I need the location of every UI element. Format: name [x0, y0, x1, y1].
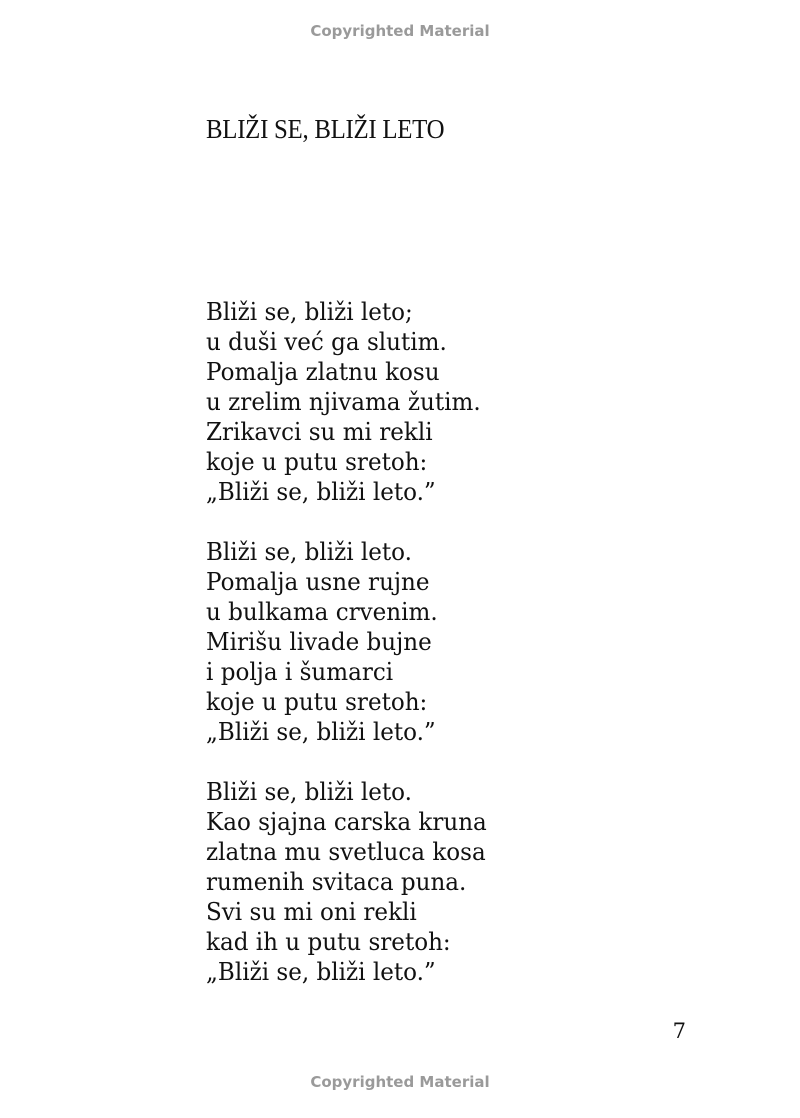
poem-line: zlatna mu svetluca kosa [206, 838, 486, 866]
poem-line: koje u putu sretoh: [206, 448, 428, 476]
poem-line: u duši već ga slutim. [206, 328, 447, 356]
poem-line: Kao sjajna carska kruna [206, 808, 487, 836]
copyright-watermark-top: Copyrighted Material [310, 22, 490, 40]
poem-line: „Bliži se, bliži leto.” [206, 958, 436, 986]
copyright-watermark-bottom: Copyrighted Material [310, 1073, 490, 1091]
poem-line: „Bliži se, bliži leto.” [206, 718, 436, 746]
poem-line: „Bliži se, bliži leto.” [206, 478, 436, 506]
poem-line: Pomalja usne rujne [206, 568, 430, 596]
poem-line: Bliži se, bliži leto. [206, 778, 412, 806]
poem-line: koje u putu sretoh: [206, 688, 428, 716]
poem-line: Bliži se, bliži leto. [206, 538, 412, 566]
poem-line: kad ih u putu sretoh: [206, 928, 451, 956]
poem-line: Svi su mi oni rekli [206, 898, 417, 926]
poem-line: u zrelim njivama žutim. [206, 388, 481, 416]
poem-line: Zrikavci su mi rekli [206, 418, 433, 446]
poem-title: BLIŽI SE, BLIŽI LETO [206, 114, 445, 144]
poem-line: u bulkama crvenim. [206, 598, 438, 626]
poem-line: i polja i šumarci [206, 658, 394, 686]
stanza-1 [206, 297, 626, 507]
stanza-3 [206, 777, 626, 987]
page-number: 7 [672, 1019, 686, 1043]
stanza-2 [206, 537, 626, 747]
poem-line: Mirišu livade bujne [206, 628, 432, 656]
poem-line: Bliži se, bliži leto; [206, 298, 413, 326]
poem-line: rumenih svitaca puna. [206, 868, 467, 896]
poem-line: Pomalja zlatnu kosu [206, 358, 440, 386]
poem-body [206, 297, 626, 1017]
